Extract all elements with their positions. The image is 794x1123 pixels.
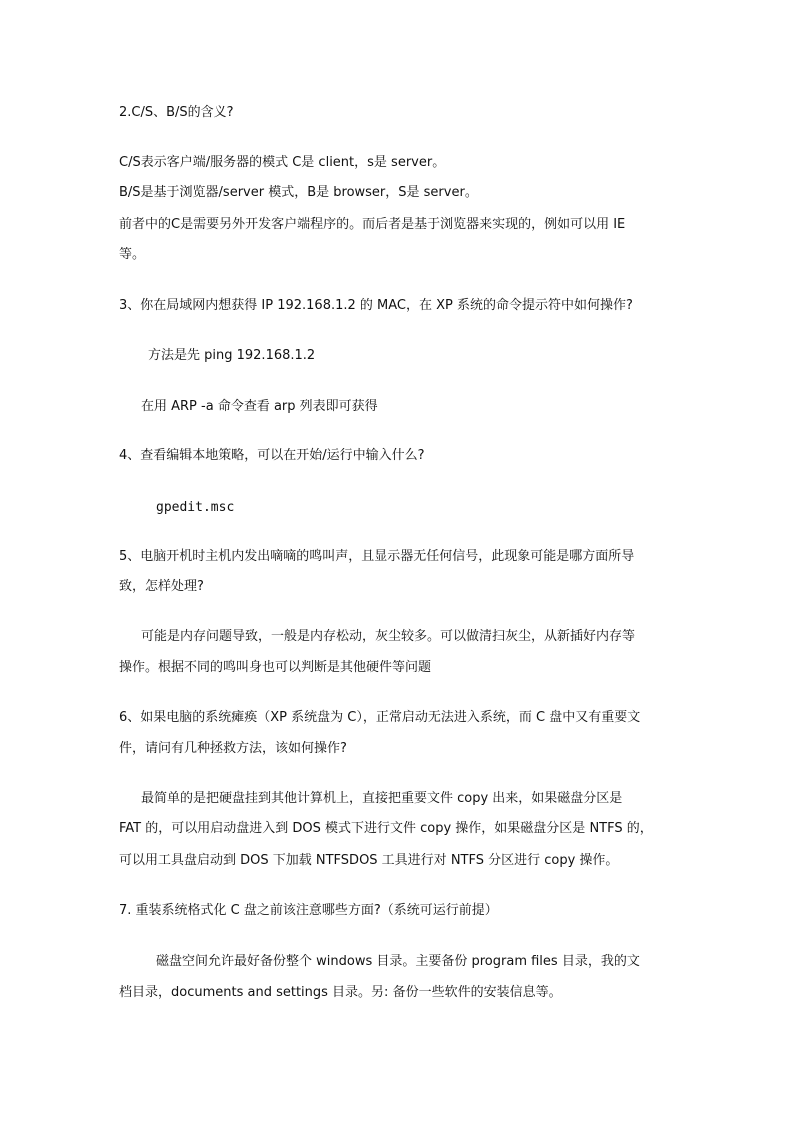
- answer-6-line-3: 可以用工具盘启动到 DOS 下加载 NTFSDOS 工具进行对 NTFS 分区进行 copy 操作。: [119, 853, 619, 868]
- answer-5-line-2: 操作。根据不同的鸣叫身也可以判断是其他硬件等问题: [119, 660, 432, 675]
- answer-6-line-1: 最简单的是把硬盘挂到其他计算机上，直接把重要文件 copy 出来，如果磁盘分区是: [141, 791, 623, 806]
- answer-7-line-2: 档目录，documents and settings 目录。另: 备份一些软件的安装信息等。: [119, 985, 562, 1000]
- question-5-heading-line-1: 5、电脑开机时主机内发出嘀嘀的鸣叫声，且显示器无任何信号，此现象可能是哪方面所导: [119, 549, 635, 564]
- answer-3-line-1: 方法是先 ping 192.168.1.2: [148, 348, 316, 363]
- question-2-heading: 2.C/S、B/S的含义?: [119, 105, 234, 120]
- answer-6-line-2: FAT 的，可以用启动盘进入到 DOS 模式下进行文件 copy 操作，如果磁盘分区是 NTFS 的，: [119, 821, 653, 836]
- question-5-heading-line-2: 致，怎样处理?: [119, 579, 204, 594]
- answer-4-line-1: gpedit.msc: [156, 500, 235, 515]
- question-4-heading: 4、查看编辑本地策略，可以在开始/运行中输入什么?: [119, 448, 425, 463]
- answer-2-line-2: B/S是基于浏览器/server 模式，B是 browser，S是 server。: [119, 185, 478, 200]
- answer-3-line-2: 在用 ARP -a 命令查看 arp 列表即可获得: [141, 399, 378, 414]
- answer-2-line-4: 等。: [119, 247, 146, 262]
- answer-7-line-1: 磁盘空间允许最好备份整个 windows 目录。主要备份 program files 目录，我的文: [156, 954, 640, 969]
- answer-2-line-1: C/S表示客户端/服务器的模式 C是 client，s是 server。: [119, 155, 446, 170]
- answer-2-line-3: 前者中的C是需要另外开发客户端程序的。而后者是基于浏览器来实现的，例如可以用 IE: [119, 217, 626, 232]
- question-6-heading-line-2: 件，请问有几种拯救方法，该如何操作?: [119, 741, 347, 756]
- question-3-heading: 3、你在局域网内想获得 IP 192.168.1.2 的 MAC，在 XP 系统的命令提示符中如何操作?: [119, 298, 633, 313]
- question-6-heading-line-1: 6、如果电脑的系统瘫痪（XP 系统盘为 C），正常启动无法进入系统，而 C 盘中又有重要文: [119, 710, 641, 725]
- question-7-heading: 7. 重装系统格式化 C 盘之前该注意哪些方面?（系统可运行前提）: [119, 903, 498, 918]
- answer-5-line-1: 可能是内存问题导致，一般是内存松动，灰尘较多。可以做清扫灰尘，从新插好内存等: [141, 629, 636, 644]
